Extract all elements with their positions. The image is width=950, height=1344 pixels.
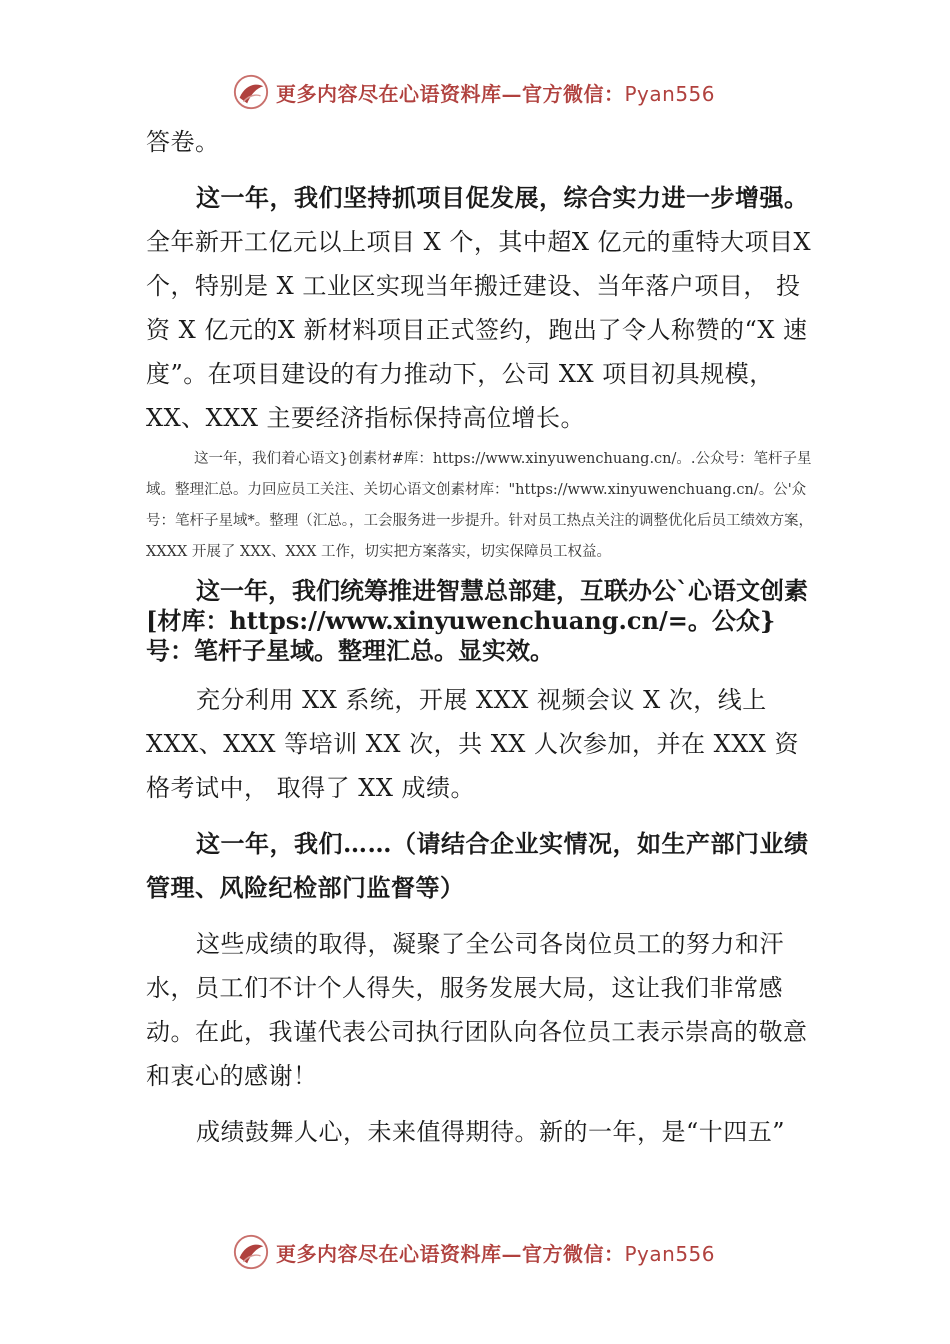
- footer-banner-text: 更多内容尽在心语资料库—官方微信：Pyan556: [276, 1241, 716, 1266]
- paragraph-smart-hq: 这一年，我们统筹推进智慧总部建，互联办公`心语文创素[材库：https://www.xinyuwenchuang.cn/=。公众}号：笔杆子星域。整理汇总。显实效。: [146, 576, 808, 665]
- brand-logo-icon: [232, 73, 270, 111]
- brand-logo-icon: [232, 1233, 270, 1271]
- paragraph-union-service: 这一年，我们着心语文}创素材#库：https://www.xinyuwenchuang.cn/。.公众号：笔杆子星域。整理汇总。力回应员工关注、关切心语文创素材库："https://www.xinyuwenchuang.cn/。公'众号：笔杆子星域*。整理（汇总。，工会服务进一步提升。针对员工热点关注的调整优化后员工绩效方案， XXXX 开展了 XXX、XXX 工作，切实把方案落实，切实保障员工权益。: [146, 451, 813, 560]
- paragraph-other-depts: 这一年，我们……（请结合企业实情况，如生产部门业绩管理、风险纪检部门监督等）: [146, 829, 809, 902]
- footer-wechat-id: Pyan556: [624, 1241, 716, 1266]
- paragraph-projects-lead: 这一年，我们坚持抓项目促发展，综合实力进一步增强。: [196, 183, 809, 212]
- paragraph-thanks: 这些成绩的取得，凝聚了全公司各岗位员工的努力和汗水，员工们不计个人得失，服务发展大局，这让我们非常感动。在此，我谨代表公司执行团队向各位员工表示崇高的敬意和衷心的感谢！: [146, 930, 808, 1090]
- paragraph-projects-body: 全年新开工亿元以上项目 X 个，其中超X 亿元的重特大项目X 个，特别是 X 工业区实现当年搬迁建设、当年落户项目， 投资 X 亿元的X 新材料项目正式签约，跑出了令人称赞的“X 速度”。在项目建设的有力推动下，公司 XX 项目初具规模，XX、XXX 主要经济指标保持高位增长。: [146, 228, 812, 432]
- document-body: [146, 120, 818, 1154]
- paragraph-training: 充分利用 XX 系统，开展 XXX 视频会议 X 次，线上XXX、XXX 等培训 XX 次，共 XX 人次参加，并在 XXX 资格考试中， 取得了 XX 成绩。: [146, 686, 800, 802]
- paragraph-outlook: 成绩鼓舞人心，未来值得期待。新的一年，是“十四五”: [196, 1118, 786, 1146]
- paragraph-projects: [146, 176, 818, 440]
- footer-banner: [232, 1232, 715, 1272]
- header-banner: [232, 72, 715, 112]
- header-banner-text: 更多内容尽在心语资料库—官方微信：Pyan556: [276, 81, 716, 106]
- header-wechat-id: Pyan556: [624, 81, 716, 106]
- paragraph-answer-end: 答卷。: [146, 128, 220, 156]
